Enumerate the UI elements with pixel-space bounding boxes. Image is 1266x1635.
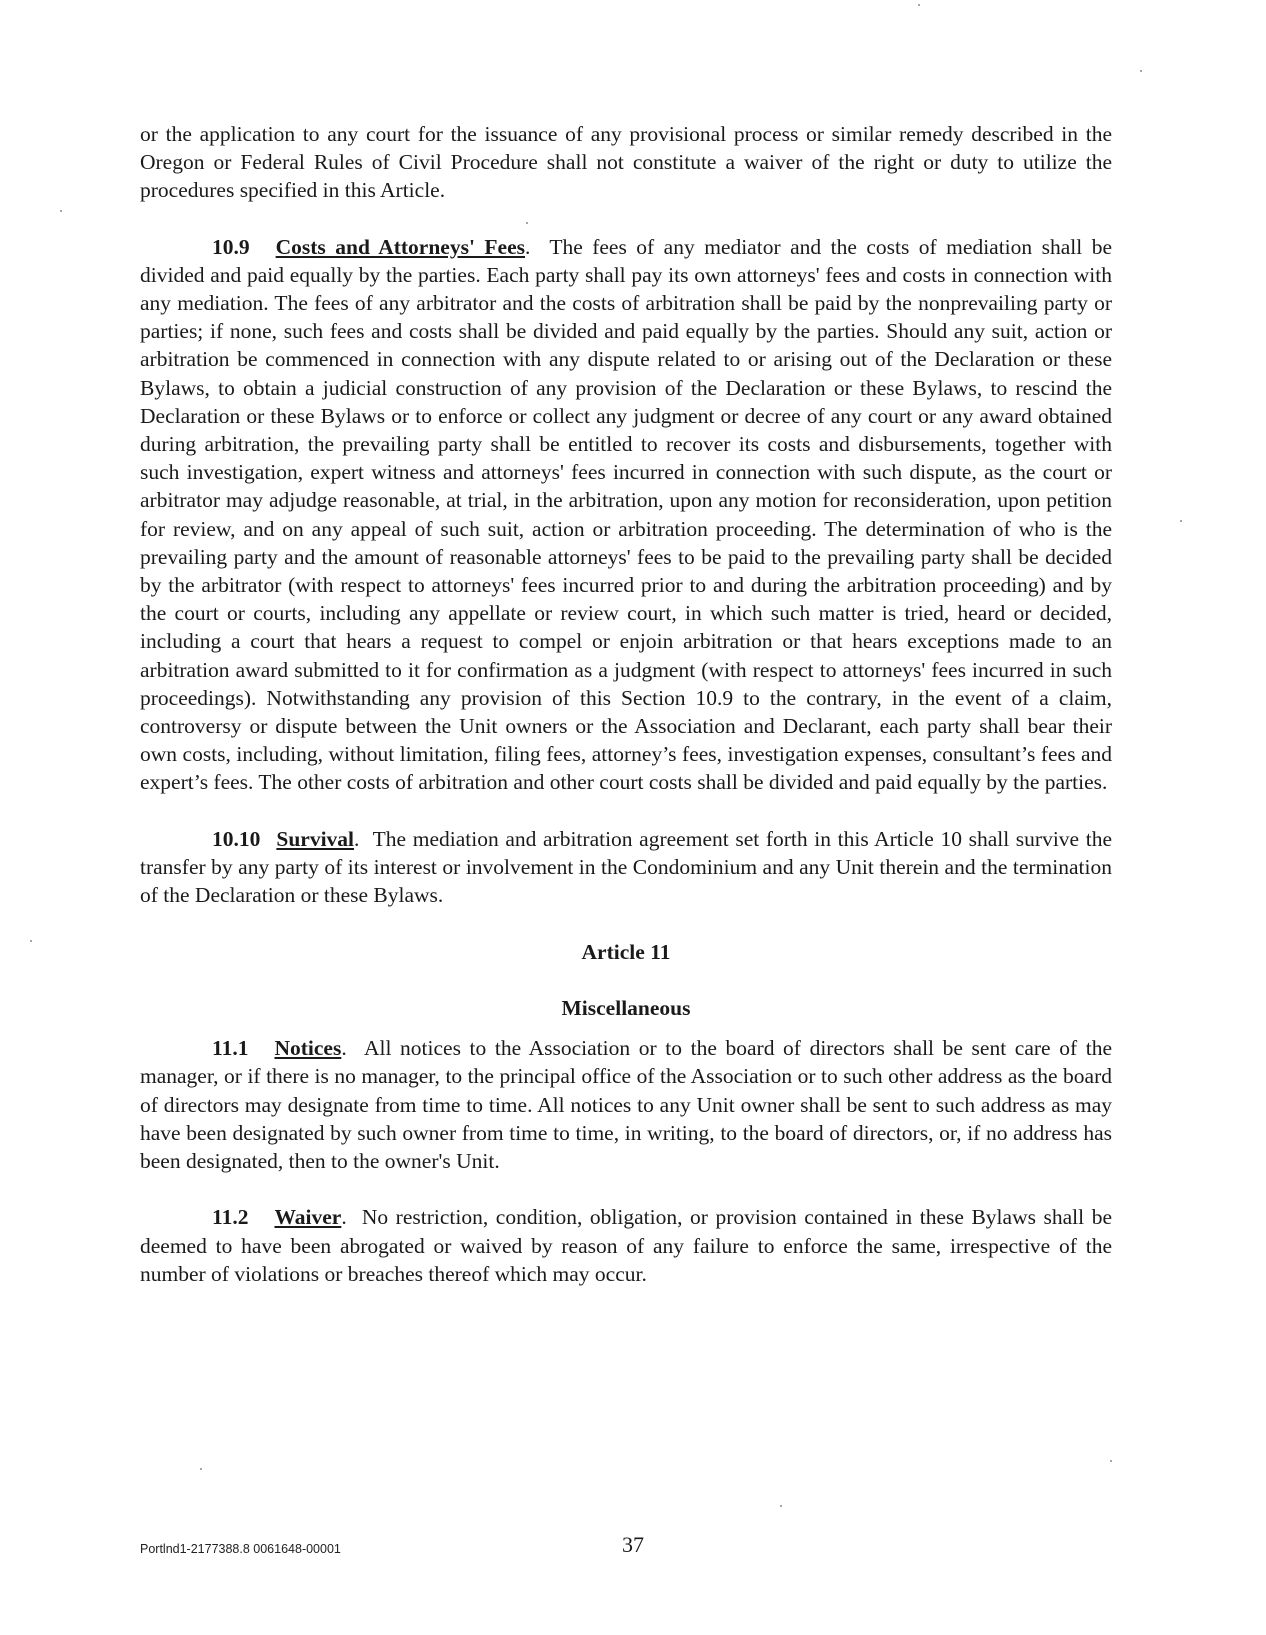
section-10-10: 10.10 Survival. The mediation and arbitration agreement set forth in this Article 10 shall survive the transfer by any party of its interest or involvement in the Condominium and any Unit therein and the termination of the Declaration or these Bylaws. — [140, 826, 1112, 908]
scan-speck — [918, 4, 920, 6]
scan-speck — [1110, 1460, 1112, 1462]
scan-speck — [60, 210, 62, 212]
section-number: 11.2 — [212, 1205, 249, 1230]
scan-speck — [30, 940, 32, 942]
footer-page-number: 37 — [622, 1532, 644, 1557]
section-title: Costs and Attorneys' Fees — [275, 234, 525, 259]
scan-speck — [780, 1505, 782, 1507]
scan-speck — [1140, 70, 1142, 72]
section-10-9: 10.9 Costs and Attorneys' Fees. The fees of any mediator and the costs of mediation shall be divided and paid equally by the parties. Each party shall pay its own attorneys' fees and costs in connection with any mediation. The fees of any arbitrator and the costs of arbitration shall be paid by the nonprevailing party or parties; if none, such fees and costs shall be divided and paid equally by the parties. Should any suit, action or arbitration be commenced in connection with any dispute related to or arising out of the Declaration or these Bylaws, to obtain a judicial construction of any provision of the Declaration or these Bylaws, to rescind the Declaration or these Bylaws or to enforce or collect any judgment or decree of any court or any award obtained during arbitration, the prevailing party shall be entitled to recover its costs and disbursements, together with such investigation, expert witness and attorneys' fees incurred in connection with such dispute, as the court or arbitrator may adjudge reasonable, at trial, in the arbitration, upon any motion for reconsideration, upon petition for review, and on any appeal of such suit, action or arbitration proceeding. The determination of who is the prevailing party and the amount of reasonable attorneys' fees to be paid to the prevailing party shall be decided by the arbitrator (with respect to attorneys' fees incurred prior to and during the arbitration proceeding) and by the court or courts, including any appellate or review court, in which such matter is tried, heard or decided, including a court that hears a request to compel or enjoin arbitration or that hears exceptions made to an arbitration award submitted to it for confirmation as a judgment (with respect to attorneys' fees incurred in such proceedings). Notwithstanding any provision of this Section 10.9 to the contrary, in the event of a claim, controversy or dispute between the Unit owners or the Association and Declarant, each party shall bear their own costs, including, without limitation, filing fees, attorney’s fees, investigation expenses, consultant’s fees and expert’s fees. The other costs of arbitration and other court costs shall be divided and paid equally by the parties. — [140, 234, 1112, 795]
section-title: Survival — [276, 826, 355, 851]
scan-speck — [1180, 520, 1182, 522]
section-body: No restriction, condition, obligation, or provision contained in these Bylaws shall be deemed to have been abrogated or waived by reason of any failure to enforce the same, irrespective of the number of violations or breaches thereof which may occur. — [140, 1205, 1112, 1286]
section-number: 10.9 — [212, 234, 250, 259]
section-body: All notices to the Association or to the board of directors shall be sent care of the manager, or if there is no manager, to the principal office of the Association or to such other address as the board of directors may designate from time to time. All notices to any Unit owner shall be sent to such address as may have been designated by such owner from time to time, in writing, to the board of directors, or, if no address has been designated, then to the owner's Unit. — [140, 1036, 1113, 1174]
scan-speck — [526, 222, 528, 224]
article-heading: Article 11 — [581, 940, 671, 965]
section-title: Notices — [274, 1036, 342, 1061]
article-subheading: Miscellaneous — [561, 996, 691, 1021]
document-page — [140, 120, 1112, 1288]
section-11-1: 11.1 Notices. All notices to the Association or to the board of directors shall be sent care of the manager, or if there is no manager, to the principal office of the Association or to such other address as the board of directors may designate from time to time. All notices to any Unit owner shall be sent to such address as may have been designated by such owner from time to time, in writing, to the board of directors, or, if no address has been designated, then to the owner's Unit. — [140, 1036, 1113, 1174]
section-title: Waiver — [274, 1205, 342, 1230]
footer-document-id: Portlnd1-2177388.8 0061648-00001 — [140, 1542, 341, 1556]
section-number: 11.1 — [212, 1036, 249, 1061]
intro-paragraph: or the application to any court for the issuance of any provisional process or similar remedy described in the Oregon or Federal Rules of Civil Procedure shall not constitute a waiver of the right or duty to utilize the procedures specified in this Article. — [140, 122, 1112, 203]
section-number: 10.10 — [212, 826, 261, 851]
scan-speck — [200, 1468, 202, 1470]
section-body: The fees of any mediator and the costs of mediation shall be divided and paid equally by the parties. Each party shall pay its own attorneys' fees and costs in connection with any mediation. The fees of any arbitrator and the costs of arbitration shall be paid by the nonprevailing party or parties; if none, such fees and costs shall be divided and paid equally by the parties. Should any suit, action or arbitration be commenced in connection with any dispute related to or arising out of the Declaration or these Bylaws, to obtain a judicial construction of any provision of the Declaration or these Bylaws, to rescind the Declaration or these Bylaws or to enforce or collect any judgment or decree of any court or any award obtained during arbitration, the prevailing party shall be entitled to recover its costs and disbursements, together with such investigation, expert witness and attorneys' fees incurred in connection with such dispute, as the court or arbitrator may adjudge reasonable, at trial, in the arbitration, upon any motion for reconsideration, upon petition for review, and on any appeal of such suit, action or arbitration proceeding. The determination of who is the prevailing party and the amount of reasonable attorneys' fees to be paid to the prevailing party shall be decided by the arbitrator (with respect to attorneys' fees incurred prior to and during the arbitration proceeding) and by the court or courts, including any appellate or review court, in which such matter is tried, heard or decided, including a court that hears a request to compel or enjoin arbitration or that hears exceptions made to an arbitration award submitted to it for confirmation as a judgment (with respect to attorneys' fees incurred in such proceedings). Notwithstanding any provision of this Section 10.9 to the contrary, in the event of a claim, controversy or dispute between the Unit owners or the Association and Declarant, each party shall bear their own costs, including, without limitation, filing fees, attorney’s fees, investigation expenses, consultant’s fees and expert’s fees. The other costs of arbitration and other court costs shall be divided and paid equally by the parties. — [140, 234, 1112, 795]
section-body: The mediation and arbitration agreement set forth in this Article 10 shall survive the transfer by any party of its interest or involvement in the Condominium and any Unit therein and the termination of the Declaration or these Bylaws. — [140, 826, 1112, 908]
section-11-2: 11.2 Waiver. No restriction, condition, obligation, or provision contained in these Bylaws shall be deemed to have been abrogated or waived by reason of any failure to enforce the same, irrespective of the number of violations or breaches thereof which may occur. — [140, 1205, 1112, 1286]
